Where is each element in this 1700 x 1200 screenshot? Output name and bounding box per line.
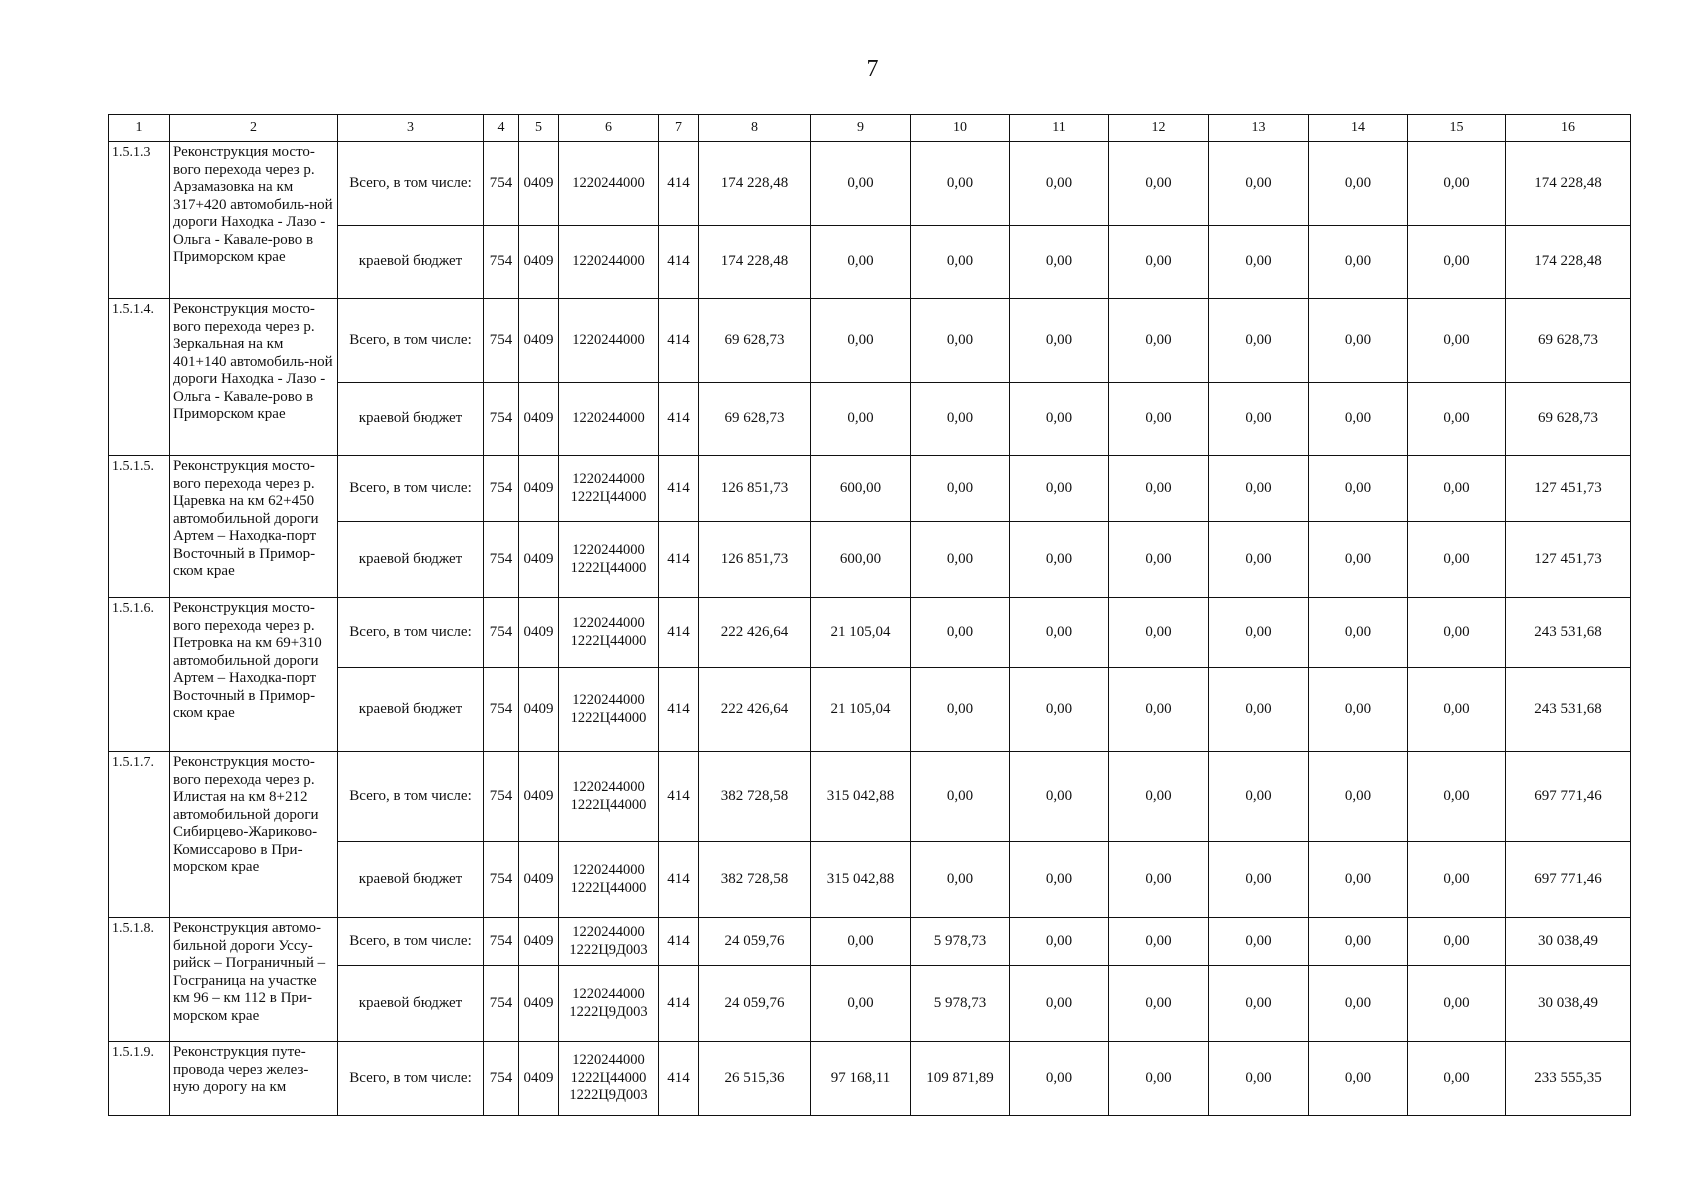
expense-type: 414 (659, 966, 699, 1042)
expense-type: 414 (659, 668, 699, 752)
expense-type: 414 (659, 598, 699, 668)
amount-col-14: 0,00 (1309, 1042, 1408, 1116)
funding-type: Всего, в том числе: (338, 299, 484, 383)
target-article-code: 1222Ц9Д003 (569, 1003, 648, 1020)
funding-type: краевой бюджет (338, 842, 484, 918)
target-article (559, 842, 659, 918)
target-article (559, 966, 659, 1042)
amount-col-14: 0,00 (1309, 142, 1408, 226)
table-row (109, 226, 1631, 299)
admin-code: 754 (484, 668, 519, 752)
target-article (559, 299, 659, 383)
amount-total: 233 555,35 (1506, 1042, 1631, 1116)
target-article (559, 668, 659, 752)
expense-type: 414 (659, 456, 699, 522)
section-code: 0409 (519, 142, 559, 226)
table-row (109, 383, 1631, 456)
amount-total: 127 451,73 (1506, 522, 1631, 598)
amount-col-10: 109 871,89 (911, 1042, 1010, 1116)
expense-type: 414 (659, 299, 699, 383)
table-row (109, 752, 1631, 842)
table-row (109, 842, 1631, 918)
amount-col-8: 222 426,64 (699, 598, 811, 668)
item-name: Реконструкция мосто-вого перехода через р. Царевка на км 62+450 автомобильной дороги Артем – Находка-порт Восточный в Примор-ском крае (170, 456, 338, 598)
amount-col-15: 0,00 (1408, 918, 1506, 966)
table-row (109, 522, 1631, 598)
item-name: Реконструкция путе-провода через желез-ную дорогу на км (170, 1042, 338, 1116)
amount-col-15: 0,00 (1408, 456, 1506, 522)
amount-col-15: 0,00 (1408, 299, 1506, 383)
target-article-code: 1222Ц44000 (570, 796, 647, 813)
item-code: 1.5.1.7. (109, 752, 170, 918)
amount-col-10: 0,00 (911, 752, 1010, 842)
admin-code: 754 (484, 522, 519, 598)
funding-type: Всего, в том числе: (338, 752, 484, 842)
amount-col-13: 0,00 (1209, 966, 1309, 1042)
funding-type: Всего, в том числе: (338, 598, 484, 668)
target-article-code: 1222Ц44000 (570, 709, 647, 726)
target-article-code: 1220244000 (572, 174, 645, 191)
amount-col-13: 0,00 (1209, 226, 1309, 299)
amount-col-8: 382 728,58 (699, 842, 811, 918)
budget-table (108, 114, 1631, 1116)
target-article-code: 1220244000 (572, 862, 645, 878)
amount-col-11: 0,00 (1010, 966, 1109, 1042)
table-row (109, 966, 1631, 1042)
amount-col-11: 0,00 (1010, 1042, 1109, 1116)
amount-col-8: 126 851,73 (699, 456, 811, 522)
target-article-code: 1220244000 (572, 692, 645, 708)
section-code: 0409 (519, 918, 559, 966)
amount-col-11: 0,00 (1010, 918, 1109, 966)
item-code: 1.5.1.5. (109, 456, 170, 598)
amount-col-8: 174 228,48 (699, 226, 811, 299)
target-article-code: 1220244000 (572, 986, 645, 1002)
amount-total: 243 531,68 (1506, 598, 1631, 668)
target-article-code: 1220244000 (572, 779, 645, 795)
amount-col-13: 0,00 (1209, 1042, 1309, 1116)
amount-col-15: 0,00 (1408, 842, 1506, 918)
amount-total: 127 451,73 (1506, 456, 1631, 522)
amount-col-12: 0,00 (1109, 1042, 1209, 1116)
amount-col-9: 0,00 (811, 142, 911, 226)
amount-total: 30 038,49 (1506, 918, 1631, 966)
item-name: Реконструкция мосто-вого перехода через р. Арзамазовка на км 317+420 автомобиль-ной дороги Находка - Лазо - Ольга - Кавале-рово в Приморском крае (170, 142, 338, 299)
admin-code: 754 (484, 918, 519, 966)
amount-col-13: 0,00 (1209, 142, 1309, 226)
expense-type: 414 (659, 522, 699, 598)
table-row (109, 668, 1631, 752)
funding-type: краевой бюджет (338, 668, 484, 752)
column-header: 13 (1209, 115, 1309, 142)
amount-col-8: 69 628,73 (699, 383, 811, 456)
target-article (559, 226, 659, 299)
table-row (109, 456, 1631, 522)
admin-code: 754 (484, 752, 519, 842)
target-article-code: 1220244000 (572, 253, 645, 270)
admin-code: 754 (484, 142, 519, 226)
item-code: 1.5.1.6. (109, 598, 170, 752)
column-header: 10 (911, 115, 1010, 142)
target-article-code: 1222Ц9Д003 (569, 1087, 648, 1104)
amount-col-8: 24 059,76 (699, 966, 811, 1042)
amount-col-8: 222 426,64 (699, 668, 811, 752)
amount-col-15: 0,00 (1408, 1042, 1506, 1116)
amount-col-15: 0,00 (1408, 598, 1506, 668)
target-article (559, 1042, 659, 1116)
amount-col-9: 600,00 (811, 456, 911, 522)
page-number: 7 (866, 56, 879, 82)
amount-col-14: 0,00 (1309, 752, 1408, 842)
amount-col-8: 382 728,58 (699, 752, 811, 842)
amount-col-12: 0,00 (1109, 966, 1209, 1042)
target-article-code: 1222Ц44000 (570, 879, 647, 896)
amount-col-8: 26 515,36 (699, 1042, 811, 1116)
amount-col-11: 0,00 (1010, 598, 1109, 668)
section-code: 0409 (519, 966, 559, 1042)
table-row (109, 299, 1631, 383)
target-article-code: 1222Ц44000 (570, 632, 647, 649)
target-article (559, 142, 659, 226)
target-article (559, 918, 659, 966)
item-name: Реконструкция мосто-вого перехода через р. Илистая на км 8+212 автомобильной дороги Сибирцево-Жариково-Комиссарово в При-морском крае (170, 752, 338, 918)
amount-col-10: 0,00 (911, 842, 1010, 918)
amount-col-10: 5 978,73 (911, 918, 1010, 966)
amount-col-11: 0,00 (1010, 383, 1109, 456)
amount-col-14: 0,00 (1309, 918, 1408, 966)
target-article-code: 1220244000 (572, 471, 645, 487)
amount-col-13: 0,00 (1209, 842, 1309, 918)
item-name: Реконструкция автомо-бильной дороги Уссу-рийск – Пограничный – Госграница на участке км 96 – км 112 в При-морском крае (170, 918, 338, 1042)
amount-total: 69 628,73 (1506, 299, 1631, 383)
funding-type: краевой бюджет (338, 226, 484, 299)
amount-col-14: 0,00 (1309, 299, 1408, 383)
target-article (559, 383, 659, 456)
amount-col-14: 0,00 (1309, 456, 1408, 522)
amount-col-15: 0,00 (1408, 142, 1506, 226)
amount-col-15: 0,00 (1408, 668, 1506, 752)
column-header: 2 (170, 115, 338, 142)
amount-col-13: 0,00 (1209, 299, 1309, 383)
amount-col-10: 0,00 (911, 226, 1010, 299)
target-article-code: 1220244000 (572, 331, 645, 348)
target-article (559, 456, 659, 522)
column-header: 16 (1506, 115, 1631, 142)
target-article-code: 1222Ц44000 (570, 1069, 647, 1086)
amount-col-9: 600,00 (811, 522, 911, 598)
section-code: 0409 (519, 299, 559, 383)
amount-total: 243 531,68 (1506, 668, 1631, 752)
amount-col-12: 0,00 (1109, 522, 1209, 598)
column-header: 12 (1109, 115, 1209, 142)
amount-col-13: 0,00 (1209, 668, 1309, 752)
column-header: 8 (699, 115, 811, 142)
item-code: 1.5.1.9. (109, 1042, 170, 1116)
item-name: Реконструкция мосто-вого перехода через р. Зеркальная на км 401+140 автомобиль-ной дороги Находка - Лазо - Ольга - Кавале-рово в Приморском крае (170, 299, 338, 456)
amount-col-9: 315 042,88 (811, 842, 911, 918)
section-code: 0409 (519, 383, 559, 456)
column-header: 3 (338, 115, 484, 142)
funding-type: краевой бюджет (338, 966, 484, 1042)
amount-col-9: 315 042,88 (811, 752, 911, 842)
amount-col-10: 0,00 (911, 522, 1010, 598)
expense-type: 414 (659, 226, 699, 299)
amount-col-9: 21 105,04 (811, 668, 911, 752)
amount-col-11: 0,00 (1010, 456, 1109, 522)
amount-total: 697 771,46 (1506, 752, 1631, 842)
amount-col-10: 0,00 (911, 142, 1010, 226)
amount-col-14: 0,00 (1309, 842, 1408, 918)
target-article-code: 1220244000 (572, 615, 645, 631)
amount-col-12: 0,00 (1109, 383, 1209, 456)
amount-col-10: 0,00 (911, 456, 1010, 522)
amount-col-14: 0,00 (1309, 522, 1408, 598)
funding-type: Всего, в том числе: (338, 1042, 484, 1116)
item-code: 1.5.1.4. (109, 299, 170, 456)
amount-col-12: 0,00 (1109, 842, 1209, 918)
amount-col-14: 0,00 (1309, 226, 1408, 299)
item-code: 1.5.1.3 (109, 142, 170, 299)
admin-code: 754 (484, 598, 519, 668)
amount-col-15: 0,00 (1408, 383, 1506, 456)
amount-col-8: 174 228,48 (699, 142, 811, 226)
expense-type: 414 (659, 383, 699, 456)
section-code: 0409 (519, 842, 559, 918)
column-header: 4 (484, 115, 519, 142)
table-row (109, 1042, 1631, 1116)
amount-col-8: 69 628,73 (699, 299, 811, 383)
amount-total: 174 228,48 (1506, 226, 1631, 299)
admin-code: 754 (484, 226, 519, 299)
expense-type: 414 (659, 142, 699, 226)
amount-col-12: 0,00 (1109, 752, 1209, 842)
admin-code: 754 (484, 966, 519, 1042)
amount-col-12: 0,00 (1109, 598, 1209, 668)
amount-col-13: 0,00 (1209, 918, 1309, 966)
amount-col-10: 0,00 (911, 668, 1010, 752)
expense-type: 414 (659, 918, 699, 966)
amount-col-9: 0,00 (811, 299, 911, 383)
funding-type: Всего, в том числе: (338, 918, 484, 966)
amount-col-10: 0,00 (911, 383, 1010, 456)
target-article-code: 1222Ц44000 (570, 559, 647, 576)
expense-type: 414 (659, 1042, 699, 1116)
target-article-code: 1220244000 (572, 542, 645, 558)
column-header: 1 (109, 115, 170, 142)
amount-col-13: 0,00 (1209, 752, 1309, 842)
section-code: 0409 (519, 752, 559, 842)
amount-col-9: 0,00 (811, 226, 911, 299)
amount-col-15: 0,00 (1408, 752, 1506, 842)
item-name: Реконструкция мосто-вого перехода через р. Петровка на км 69+310 автомобильной дороги Артем – Находка-порт Восточный в Примор-ском крае (170, 598, 338, 752)
target-article (559, 598, 659, 668)
amount-col-10: 0,00 (911, 598, 1010, 668)
amount-col-11: 0,00 (1010, 142, 1109, 226)
amount-col-12: 0,00 (1109, 226, 1209, 299)
amount-col-10: 5 978,73 (911, 966, 1010, 1042)
amount-col-11: 0,00 (1010, 752, 1109, 842)
amount-col-14: 0,00 (1309, 598, 1408, 668)
amount-col-15: 0,00 (1408, 522, 1506, 598)
section-code: 0409 (519, 226, 559, 299)
table-row (109, 142, 1631, 226)
amount-col-12: 0,00 (1109, 456, 1209, 522)
amount-col-13: 0,00 (1209, 383, 1309, 456)
amount-col-13: 0,00 (1209, 522, 1309, 598)
amount-total: 697 771,46 (1506, 842, 1631, 918)
amount-col-13: 0,00 (1209, 598, 1309, 668)
amount-col-14: 0,00 (1309, 966, 1408, 1042)
amount-col-9: 0,00 (811, 966, 911, 1042)
section-code: 0409 (519, 598, 559, 668)
amount-col-10: 0,00 (911, 299, 1010, 383)
amount-col-11: 0,00 (1010, 299, 1109, 383)
admin-code: 754 (484, 842, 519, 918)
column-header: 6 (559, 115, 659, 142)
amount-col-14: 0,00 (1309, 383, 1408, 456)
amount-col-14: 0,00 (1309, 668, 1408, 752)
admin-code: 754 (484, 299, 519, 383)
funding-type: Всего, в том числе: (338, 142, 484, 226)
item-code: 1.5.1.8. (109, 918, 170, 1042)
amount-col-13: 0,00 (1209, 456, 1309, 522)
target-article-code: 1220244000 (572, 924, 645, 940)
target-article-code: 1220244000 (572, 1052, 645, 1069)
amount-col-11: 0,00 (1010, 522, 1109, 598)
target-article-code: 1220244000 (572, 410, 645, 427)
section-code: 0409 (519, 522, 559, 598)
column-header: 11 (1010, 115, 1109, 142)
amount-col-15: 0,00 (1408, 226, 1506, 299)
expense-type: 414 (659, 752, 699, 842)
amount-col-9: 97 168,11 (811, 1042, 911, 1116)
amount-col-8: 24 059,76 (699, 918, 811, 966)
admin-code: 754 (484, 456, 519, 522)
expense-type: 414 (659, 842, 699, 918)
column-header: 14 (1309, 115, 1408, 142)
section-code: 0409 (519, 456, 559, 522)
funding-type: краевой бюджет (338, 522, 484, 598)
amount-col-11: 0,00 (1010, 842, 1109, 918)
target-article (559, 752, 659, 842)
table-row (109, 598, 1631, 668)
target-article-code: 1222Ц9Д003 (569, 941, 648, 958)
amount-col-15: 0,00 (1408, 966, 1506, 1042)
funding-type: краевой бюджет (338, 383, 484, 456)
amount-col-11: 0,00 (1010, 668, 1109, 752)
amount-col-11: 0,00 (1010, 226, 1109, 299)
section-code: 0409 (519, 668, 559, 752)
target-article-code: 1222Ц44000 (570, 488, 647, 505)
admin-code: 754 (484, 1042, 519, 1116)
column-header: 5 (519, 115, 559, 142)
amount-col-12: 0,00 (1109, 668, 1209, 752)
amount-col-12: 0,00 (1109, 918, 1209, 966)
amount-col-8: 126 851,73 (699, 522, 811, 598)
amount-col-9: 0,00 (811, 918, 911, 966)
amount-col-9: 21 105,04 (811, 598, 911, 668)
column-header: 7 (659, 115, 699, 142)
amount-col-12: 0,00 (1109, 142, 1209, 226)
column-header: 15 (1408, 115, 1506, 142)
amount-total: 174 228,48 (1506, 142, 1631, 226)
admin-code: 754 (484, 383, 519, 456)
amount-total: 30 038,49 (1506, 966, 1631, 1042)
header-row (109, 115, 1631, 142)
target-article (559, 522, 659, 598)
amount-col-9: 0,00 (811, 383, 911, 456)
funding-type: Всего, в том числе: (338, 456, 484, 522)
table-row (109, 918, 1631, 966)
section-code: 0409 (519, 1042, 559, 1116)
amount-total: 69 628,73 (1506, 383, 1631, 456)
column-header: 9 (811, 115, 911, 142)
amount-col-12: 0,00 (1109, 299, 1209, 383)
